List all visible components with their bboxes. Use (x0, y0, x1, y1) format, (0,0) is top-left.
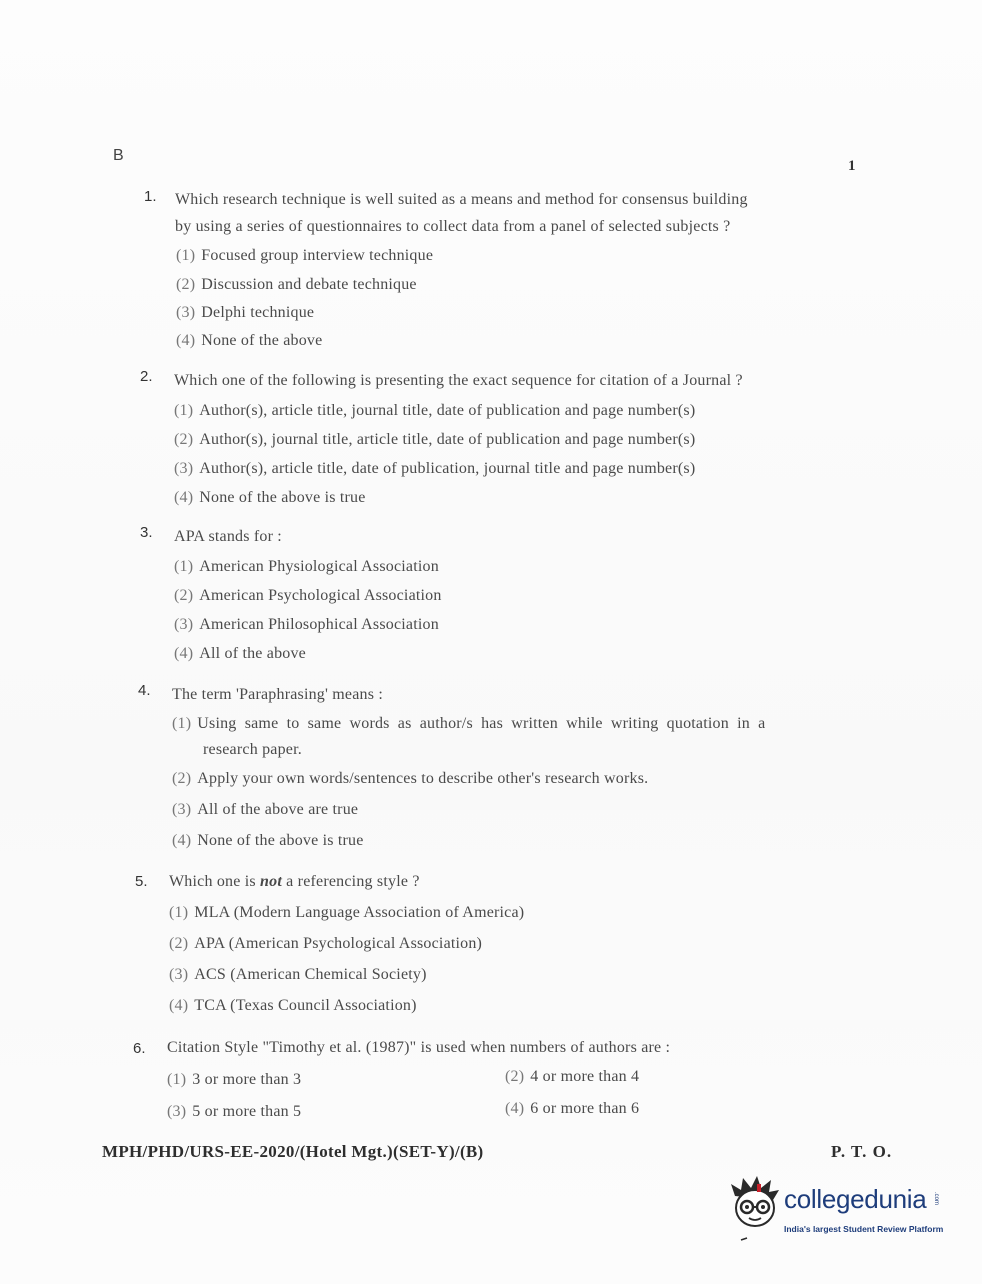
option (172, 796, 358, 823)
option-text: Author(s), article title, date of publication, journal title and page number(s) (199, 460, 696, 477)
option (167, 1066, 301, 1093)
brand-tagline: India's largest Student Review Platform (784, 1224, 944, 1234)
option-text: Discussion and debate technique (201, 276, 417, 293)
question-text-line: The term 'Paraphrasing' means : (172, 686, 384, 703)
option (174, 611, 439, 638)
option (172, 827, 364, 854)
option-number: (4) (176, 332, 196, 349)
option-number: (3) (169, 966, 189, 983)
option-text: Author(s), journal title, article title, date of publication and page number(s) (199, 431, 696, 448)
option-text: None of the above is true (197, 832, 364, 849)
option-number: (1) (174, 558, 194, 575)
brand-name: collegedunia (784, 1184, 927, 1214)
question-text-part: a referencing style ? (281, 873, 420, 890)
option (505, 1063, 639, 1090)
option (172, 710, 765, 737)
option-text: Focused group interview technique (201, 247, 434, 264)
option-number: (1) (176, 247, 196, 264)
option-text: Using same to same words as author/s has written while writing quotation in a (197, 715, 766, 732)
option-number: (4) (174, 489, 194, 506)
option-text: 6 or more than 6 (530, 1100, 640, 1117)
option-text: ACS (American Chemical Society) (194, 966, 427, 983)
option-text: 4 or more than 4 (530, 1068, 640, 1085)
option (174, 397, 695, 424)
option-text: American Physiological Association (199, 558, 439, 575)
option-number: (2) (174, 587, 194, 604)
option (505, 1095, 639, 1122)
pto-label: P. T. O. (831, 1142, 893, 1161)
question-text-line: by using a series of questionnaires to collect data from a panel of selected subjects ? (175, 218, 731, 235)
question-number: 5. (135, 873, 148, 890)
option-number: (4) (174, 645, 194, 662)
question-number: 1. (144, 188, 157, 205)
option-continuation: research paper. (203, 741, 302, 758)
question-number: 6. (133, 1040, 146, 1057)
question-text-line: Citation Style "Timothy et al. (1987)" is used when numbers of authors are : (167, 1039, 671, 1056)
option-number: (2) (174, 431, 194, 448)
question-text-line (169, 868, 420, 895)
option-number: (1) (167, 1071, 187, 1088)
option-text: Delphi technique (201, 304, 315, 321)
option-text: TCA (Texas Council Association) (194, 997, 417, 1014)
question-text-line: Which research technique is well suited as a means and method for consensus building (175, 191, 748, 208)
question-emphasis: not (260, 873, 282, 890)
collegedunia-logo (727, 1176, 957, 1256)
option-text: All of the above (199, 645, 306, 662)
option-number: (2) (172, 770, 192, 787)
question-text-line: APA stands for : (174, 528, 282, 545)
option-number: (3) (174, 616, 194, 633)
question-text-part: Which one is (169, 873, 261, 890)
option-text: None of the above is true (199, 489, 366, 506)
option-number: (2) (176, 276, 196, 293)
option-text: APA (American Psychological Association) (194, 935, 483, 952)
mascot-icon (727, 1176, 783, 1248)
option-number: (3) (174, 460, 194, 477)
option (174, 640, 306, 667)
option (169, 961, 427, 988)
option-text: Apply your own words/sentences to describe other's research works. (197, 770, 649, 787)
option (174, 484, 366, 511)
paper-code: MPH/PHD/URS-EE-2020/(Hotel Mgt.)(SET-Y)/(B) (102, 1142, 484, 1161)
option (174, 426, 695, 453)
option (167, 1098, 301, 1125)
option-text: American Psychological Association (199, 587, 442, 604)
option-text: None of the above (201, 332, 323, 349)
option (174, 455, 695, 482)
question-number: 2. (140, 368, 153, 385)
option (169, 992, 417, 1019)
option (176, 242, 433, 269)
option-text: 5 or more than 5 (192, 1103, 302, 1120)
option-number: (2) (505, 1068, 525, 1085)
option-number: (3) (176, 304, 196, 321)
option (169, 899, 524, 926)
option-number: (4) (172, 832, 192, 849)
option (174, 582, 442, 609)
option-text: American Philosophical Association (199, 616, 439, 633)
option-text: Author(s), article title, journal title, date of publication and page number(s) (199, 402, 696, 419)
option-number: (3) (167, 1103, 187, 1120)
option-number: (2) (169, 935, 189, 952)
option-number: (1) (169, 904, 189, 921)
question-text-line: Which one of the following is presenting the exact sequence for citation of a Journal ? (174, 372, 743, 389)
brand-domain: .com (933, 1192, 939, 1206)
option-number: (4) (505, 1100, 525, 1117)
page-number: 1 (848, 158, 856, 174)
question-number: 4. (138, 682, 151, 699)
option (174, 553, 439, 580)
question-number: 3. (140, 524, 153, 541)
option (169, 930, 482, 957)
option-text: MLA (Modern Language Association of America) (194, 904, 525, 921)
option-number: (3) (172, 801, 192, 818)
option-number: (1) (174, 402, 194, 419)
option-number: (1) (172, 715, 192, 732)
option-text: All of the above are true (197, 801, 359, 818)
option (176, 271, 417, 298)
option-text: 3 or more than 3 (192, 1071, 302, 1088)
option (176, 327, 322, 354)
option (172, 765, 648, 792)
set-letter: B (113, 147, 124, 164)
option-number: (4) (169, 997, 189, 1014)
option (176, 299, 314, 326)
